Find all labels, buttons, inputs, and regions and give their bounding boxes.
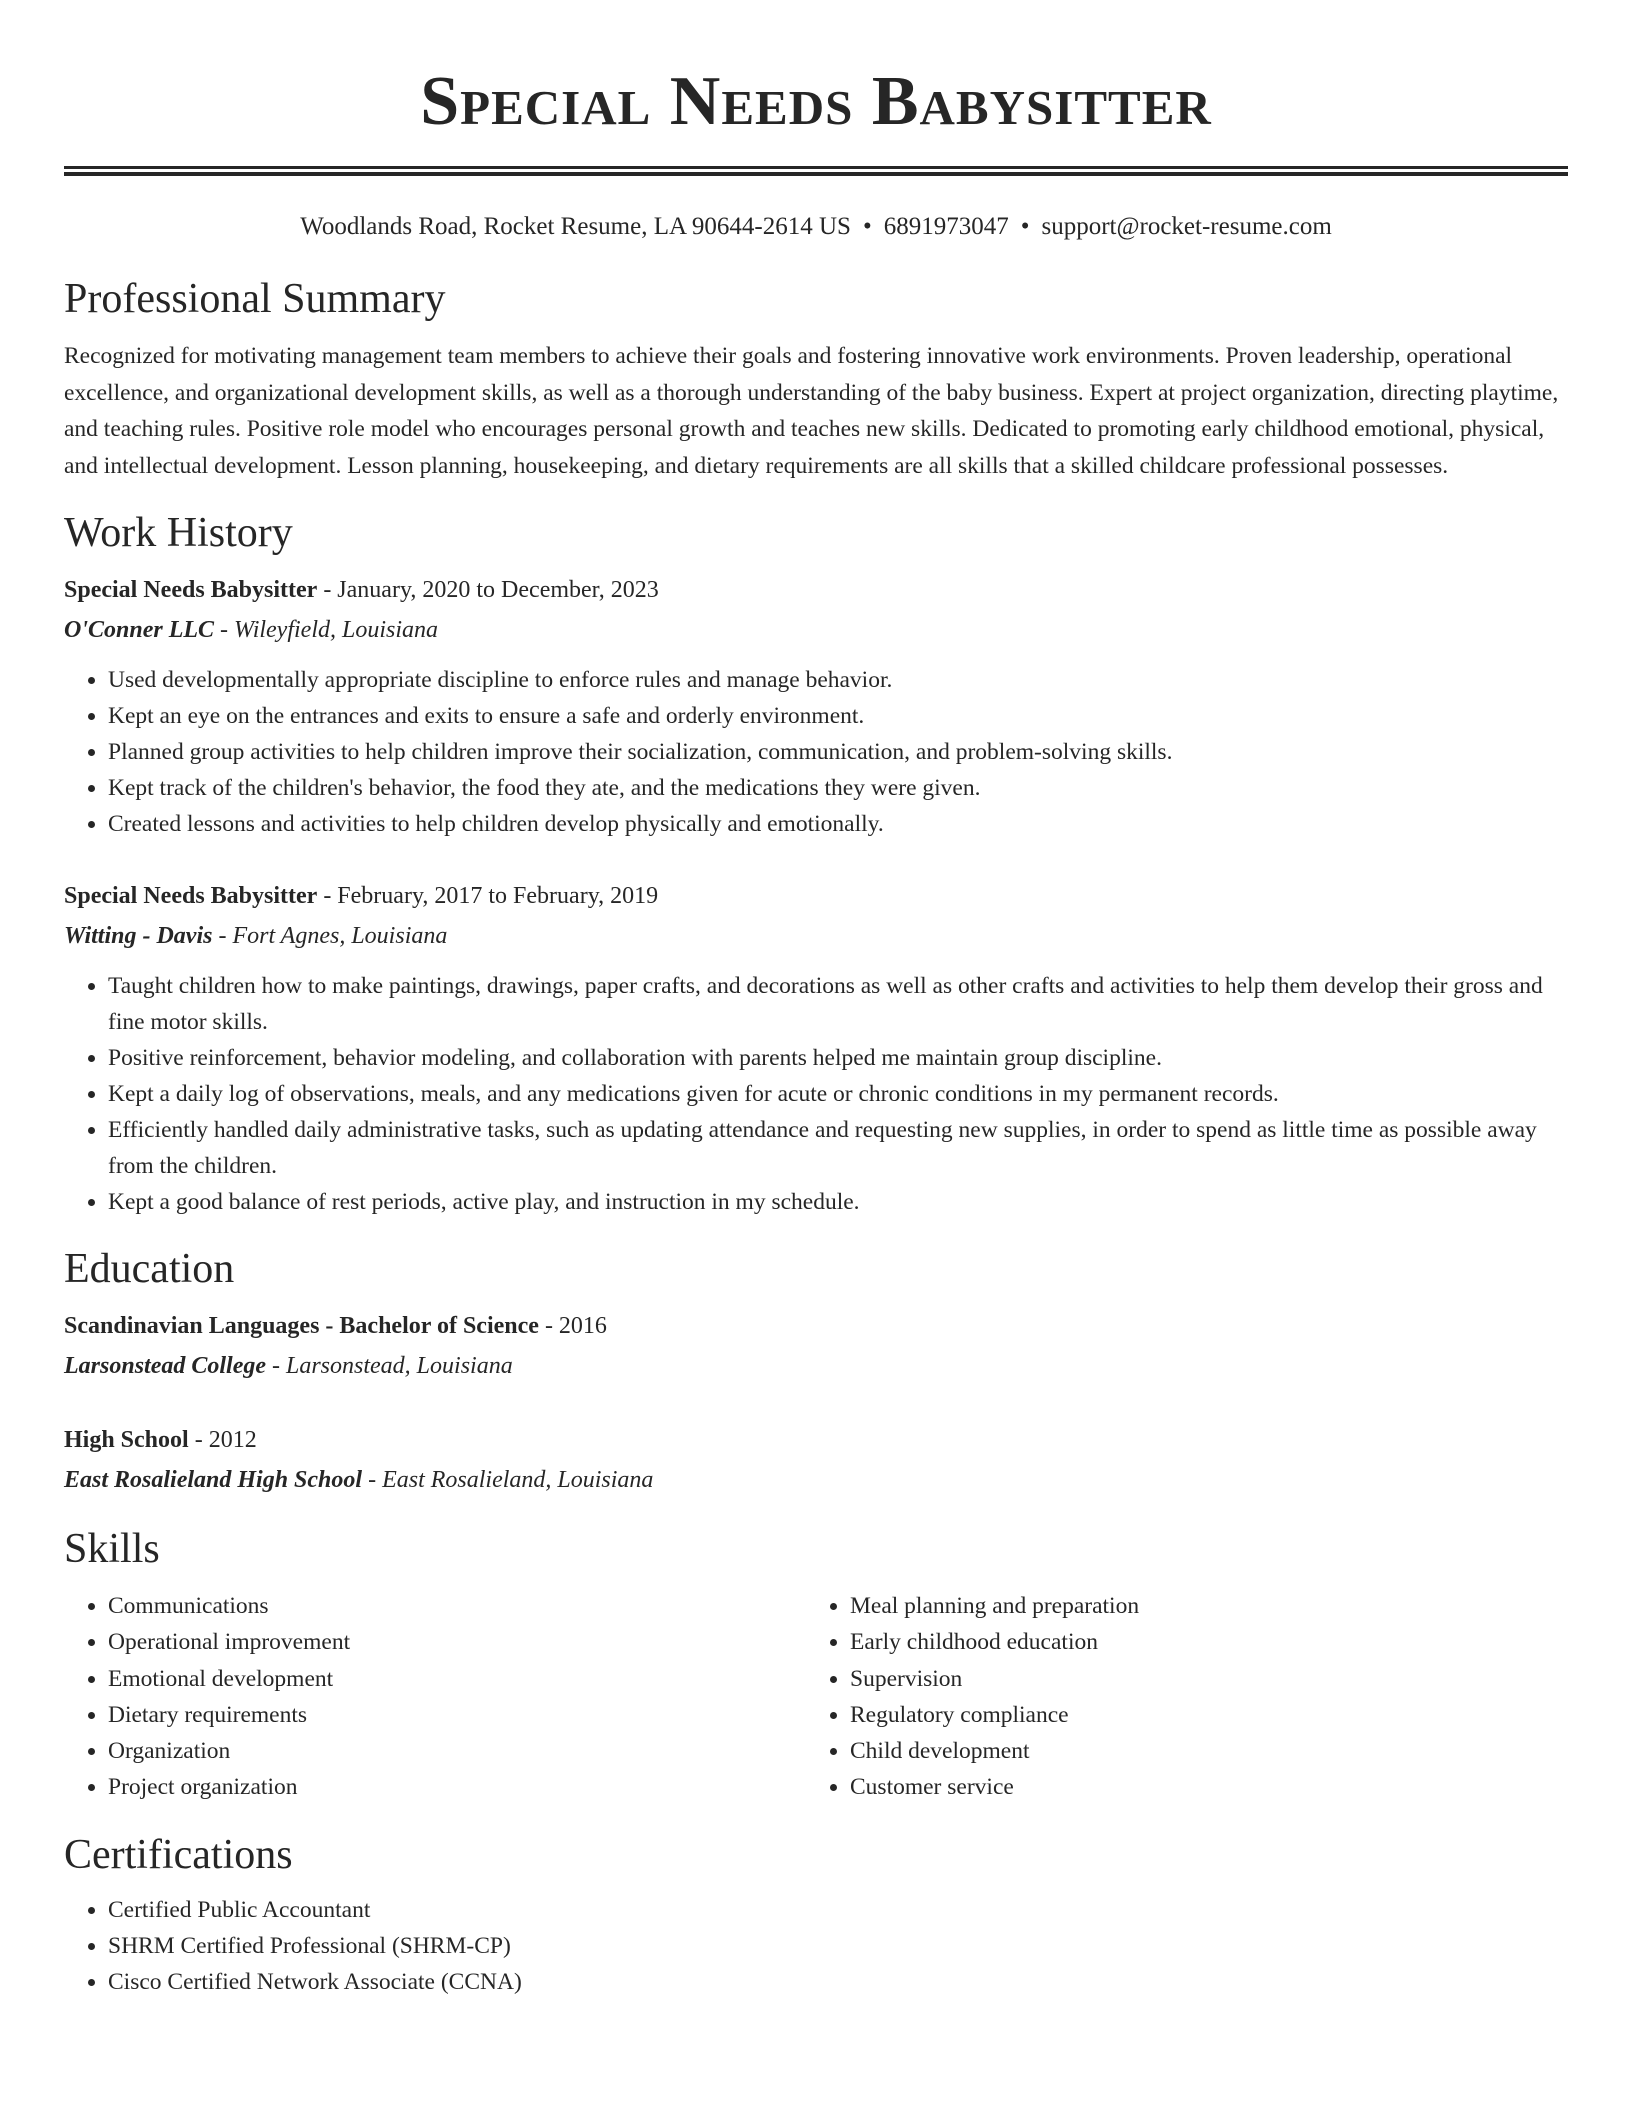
skill-item: • Customer service: [850, 1769, 1548, 1805]
skill-item: • Communications: [108, 1588, 806, 1624]
contact-separator: •: [862, 213, 872, 240]
job-company: Witting - Davis: [64, 923, 213, 949]
skill-item: • Regulatory compliance: [850, 1697, 1548, 1733]
job-duties-list: [64, 662, 1568, 842]
header-divider: [64, 166, 1568, 176]
job-duties-list: [64, 968, 1568, 1220]
job-dates: - January, 2020 to December, 2023: [317, 577, 659, 603]
contact-separator: •: [1020, 213, 1030, 240]
job-title: Special Needs Babysitter: [64, 577, 318, 603]
school-location: - East Rosalieland, Louisiana: [362, 1467, 654, 1493]
degree-name: Scandinavian Languages - Bachelor of Science: [64, 1313, 539, 1339]
certifications-list: [64, 1892, 1568, 2000]
school-name: Larsonstead College: [64, 1353, 266, 1379]
job-dates: - February, 2017 to February, 2019: [317, 883, 659, 909]
candidate-name: Special Needs Babysitter: [420, 63, 1212, 140]
school-line: [64, 1460, 1568, 1500]
job-title-line: [64, 876, 1568, 916]
list-item: • Planned group activities to help children improve their socialization, communication, and problem-solving skills.: [108, 734, 1568, 770]
certification-item: • Certified Public Accountant: [108, 1892, 1568, 1928]
education-entry: [64, 1420, 1568, 1500]
section-title-education: Education: [64, 1246, 235, 1292]
contact-phone: 6891973047: [883, 213, 1009, 240]
skill-item: • Organization: [108, 1733, 806, 1769]
skills-grid: [64, 1588, 1568, 1806]
education-entry: [64, 1306, 1568, 1386]
list-item: • Used developmentally appropriate discipline to enforce rules and manage behavior.: [108, 662, 1568, 698]
list-item: • Positive reinforcement, behavior modeling, and collaboration with parents helped me maintain group discipline.: [108, 1040, 1568, 1076]
list-item: • Created lessons and activities to help children develop physically and emotionally.: [108, 806, 1568, 842]
certification-item: • SHRM Certified Professional (SHRM-CP): [108, 1928, 1568, 1964]
degree-line: [64, 1306, 1568, 1346]
list-item: • Kept a good balance of rest periods, active play, and instruction in my schedule.: [108, 1184, 1568, 1220]
job-entry: [64, 570, 1568, 842]
job-title: Special Needs Babysitter: [64, 883, 318, 909]
skill-item: • Project organization: [108, 1769, 806, 1805]
certification-item: • Cisco Certified Network Associate (CCNA): [108, 1964, 1568, 2000]
contact-address: Woodlands Road, Rocket Resume, LA 90644-2614 US: [300, 213, 851, 240]
section-title-certifications: Certifications: [64, 1831, 293, 1878]
contact-email: support@rocket-resume.com: [1041, 213, 1332, 240]
skill-item: • Meal planning and preparation: [850, 1588, 1548, 1624]
section-title-summary: Professional Summary: [64, 276, 446, 322]
section-title-skills: Skills: [64, 1526, 160, 1572]
skill-item: • Early childhood education: [850, 1624, 1548, 1660]
school-line: [64, 1346, 1568, 1386]
skill-item: • Child development: [850, 1733, 1548, 1769]
list-item: • Efficiently handled daily administrative tasks, such as updating attendance and requesting new supplies, in order to spend as little time as possible away from the children.: [108, 1112, 1568, 1184]
job-company-line: [64, 916, 1568, 956]
list-item: • Kept an eye on the entrances and exits to ensure a safe and orderly environment.: [108, 698, 1568, 734]
list-item: • Kept track of the children's behavior, the food they ate, and the medications they were given.: [108, 770, 1568, 806]
job-title-line: [64, 570, 1568, 610]
list-item: • Kept a daily log of observations, meals, and any medications given for acute or chronic conditions in my permanent records.: [108, 1076, 1568, 1112]
skill-item: • Operational improvement: [108, 1624, 806, 1660]
school-name: East Rosalieland High School: [64, 1467, 363, 1493]
degree-name: High School: [64, 1427, 189, 1453]
list-item: • Taught children how to make paintings, drawings, paper crafts, and decorations as well as other crafts and activities to help them develop their gross and fine motor skills.: [108, 968, 1568, 1040]
section-title-work-history: Work History: [64, 510, 293, 556]
job-location: - Fort Agnes, Louisiana: [212, 923, 448, 949]
skill-item: • Emotional development: [108, 1661, 806, 1697]
job-company: O'Conner LLC: [64, 617, 215, 643]
job-entry: [64, 876, 1568, 1220]
skills-column-right: [806, 1588, 1548, 1806]
summary-text: Recognized for motivating management team members to achieve their goals and fostering innovative work environments. Proven leadership, operational excellence, and organizational development skills, as well as a thorough understanding of the baby business. Expert at project organization, directing playtime, and teaching rules. Positive role model who encourages personal growth and teaches new skills. Dedicated to promoting early childhood emotional, physical, and intellectual development. Lesson planning, housekeeping, and dietary requirements are all skills that a skilled childcare professional possesses.: [64, 343, 1559, 479]
job-location: - Wileyfield, Louisiana: [214, 617, 439, 643]
job-company-line: [64, 610, 1568, 650]
skill-item: • Dietary requirements: [108, 1697, 806, 1733]
skills-column-left: [64, 1588, 806, 1806]
degree-year: - 2016: [538, 1313, 607, 1339]
contact-line: [64, 210, 1568, 244]
degree-year: - 2012: [188, 1427, 257, 1453]
school-location: - Larsonstead, Louisiana: [266, 1353, 513, 1379]
skill-item: • Supervision: [850, 1661, 1548, 1697]
degree-line: [64, 1420, 1568, 1460]
